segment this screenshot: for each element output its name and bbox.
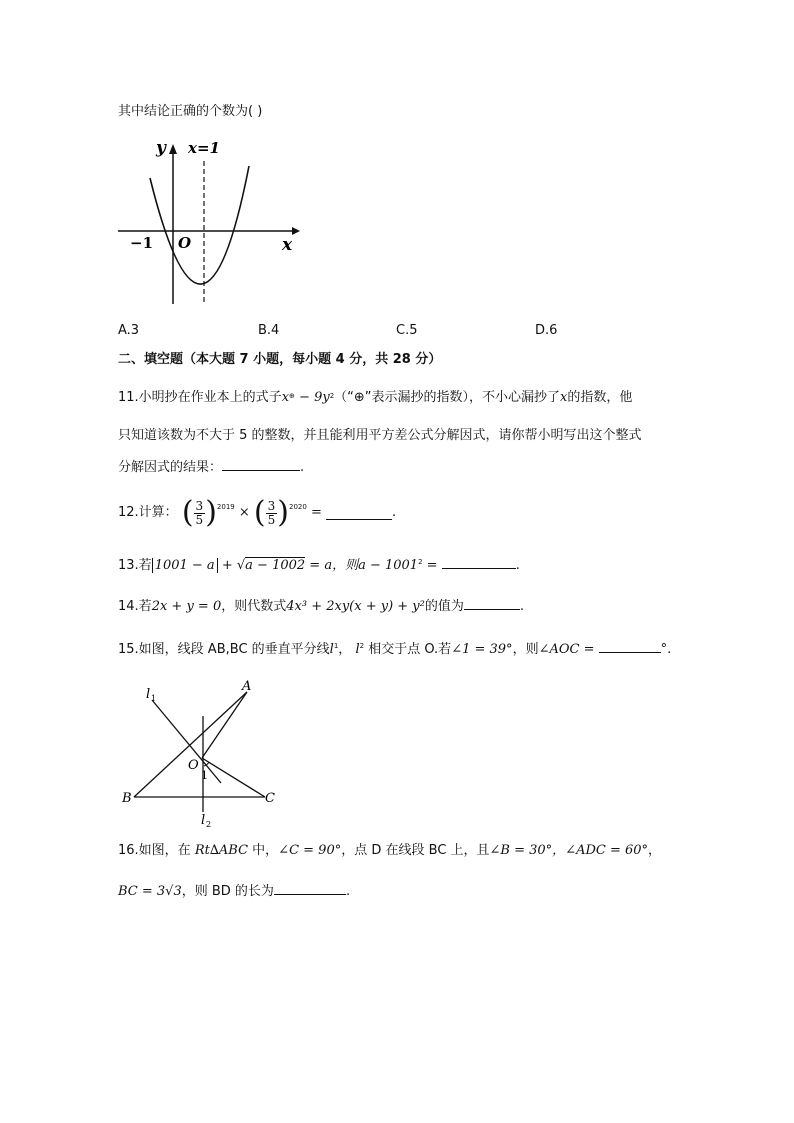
label-A: A xyxy=(242,679,252,694)
parabola-graph xyxy=(112,136,302,306)
q15-line: 15.如图，线段 AB,BC 的垂直平分线$l^1$， $l^2$ 相交于点 O.若∠1 = 39°，则∠AOC = °. xyxy=(118,642,672,657)
label-l1-sub: 1 xyxy=(151,694,157,703)
segment-OA xyxy=(202,692,247,758)
segment-OC xyxy=(202,758,265,797)
q11-answer-blank[interactable] xyxy=(222,458,300,471)
q16-line2: BC = 3√3，则 BD 的长为 . xyxy=(118,884,351,899)
label-C: C xyxy=(265,791,275,806)
q12-answer-blank[interactable] xyxy=(326,507,392,520)
option-d: D.6 xyxy=(535,323,558,338)
q11-line3: 分解因式的结果： . xyxy=(118,460,305,475)
q15-answer-blank[interactable] xyxy=(599,640,661,653)
q12-line: 12.计算： ( $\frac{3}{5}$ )$^{2019}$ × ( $\frac{3}{5}$ )$^{2020}$ = . xyxy=(118,495,397,530)
label-B: B xyxy=(122,791,132,806)
section-heading: 二、填空题（本大题 7 小题，每小题 4 分，共 28 分） xyxy=(118,352,442,367)
question-intro: 其中结论正确的个数为( ) xyxy=(118,104,263,119)
option-b: B.4 xyxy=(258,323,280,338)
label-1: 1 xyxy=(201,769,208,782)
parabola-curve xyxy=(150,166,249,284)
origin-label: O xyxy=(178,234,192,252)
q11-line1: 11.小明抄在作业本上的式子$x^\oplus - 9y^2(“\oplus$”表示漏抄的指数），不小心漏抄了x的指数，他 xyxy=(118,390,633,405)
x-label: x xyxy=(282,235,293,255)
y-label: y xyxy=(156,138,166,158)
label-O: O xyxy=(188,758,199,773)
vline-label: x=1 xyxy=(188,139,220,157)
q14-answer-blank[interactable] xyxy=(464,597,520,610)
q13-answer-blank[interactable] xyxy=(442,556,516,569)
y-axis-arrow xyxy=(169,144,177,154)
q14-line: 14.若2x + y = 0，则代数式4x³ + 2xy(x + y) + y²的值为 . xyxy=(118,599,525,614)
label-l1: l xyxy=(146,687,151,702)
q16-answer-blank[interactable] xyxy=(274,882,346,895)
segment-AB xyxy=(134,692,247,797)
option-a: A.3 xyxy=(118,323,140,338)
neg-one-label: −1 xyxy=(130,234,154,252)
label-l2: l xyxy=(201,813,206,828)
option-c: C.5 xyxy=(396,323,418,338)
label-l2-sub: 2 xyxy=(206,820,212,829)
x-axis-arrow xyxy=(292,227,300,235)
q11-line2: 只知道该数为不大于 5 的整数，并且能利用平方差公式分解因式，请你帮小明写出这个整式 xyxy=(118,428,642,443)
q13-line: 13.若 1001 − a + √a − 1002 = a，则$a - 1001^2$ = . xyxy=(118,558,520,573)
triangle-figure xyxy=(118,678,288,834)
q16-line1: 16.如图，在 Rt∆ABC 中，∠C = 90°，点 D 在线段 BC 上，且∠B = 30°，∠ADC = 60°， xyxy=(118,843,662,858)
